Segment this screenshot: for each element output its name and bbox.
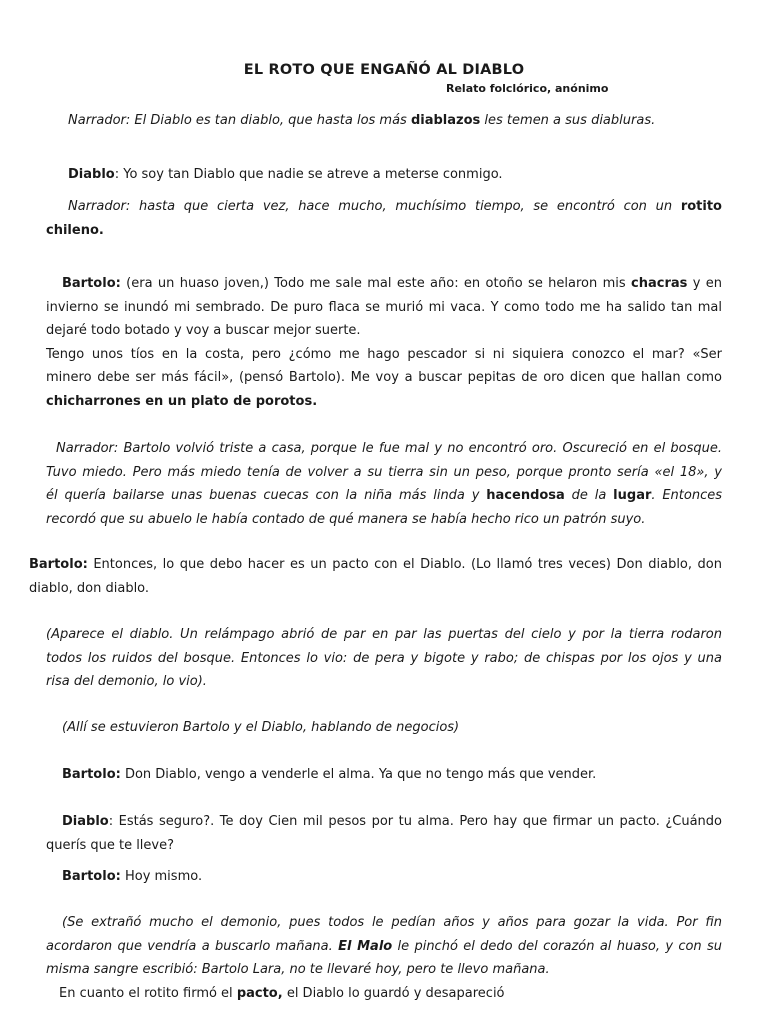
paragraph-diablo-1: Diablo: Yo soy tan Diablo que nadie se atreve a meterse conmigo. [68,167,503,182]
speaker-label: Bartolo: [62,767,121,782]
speaker-label: Bartolo: [62,869,121,884]
speaker-label: Bartolo: [62,276,121,291]
paragraph-bartolo-2: Bartolo: Entonces, lo que debo hacer es un pacto con el Diablo. (Lo llamó tres veces) Don diablo, don diablo, don diablo. [29,557,722,596]
paragraph-bartolo-4: Bartolo: Hoy mismo. [62,869,203,884]
speaker-label: Bartolo: [29,557,88,572]
paragraph-bartolo-1: Bartolo: (era un huaso joven,) Todo me sale mal este año: en otoño se helaron mis chacras y en invierno se inundó mi sembrado. De puro flaca se murió mi vaca. Y como todo me ha salido tan mal dejaré todo botado y voy a buscar mejor suerte. Tengo unos tíos en la costa, pero ¿cómo me hago pescador si ni siquiera conozco el mar? «Ser minero debe ser más fácil», (pensó Bartolo). Me voy a buscar pepitas de oro dicen que hallan como chicharrones en un plato de porotos. [46,276,723,409]
paragraph-stage-3: (Se extrañó mucho el demonio, pues todos le pedían años y años para gozar la vida. Por fin acordaron que vendría a buscarlo mañana. El Malo le pinchó el dedo del corazón al huaso, y con su misma sangre escribió: Bartolo Lara, no te llevaré hoy, pero te llevo mañana. [46,915,722,977]
paragraph-stage-2: (Allí se estuvieron Bartolo y el Diablo, hablando de negocios) [62,720,460,735]
paragraph-narrator-1: Narrador: El Diablo es tan diablo, que hasta los más diablazos les temen a sus diabluras. [68,113,656,128]
paragraph-narrator-4: En cuanto el rotito firmó el pacto, el Diablo lo guardó y desapareció [59,986,505,1001]
document-title: EL ROTO QUE ENGAÑÓ AL DIABLO [243,62,525,78]
paragraph-diablo-2: Diablo: Estás seguro?. Te doy Cien mil pesos por tu alma. Pero hay que firmar un pacto. ¿Cuándo querís que te lleve? [46,814,722,853]
document-subtitle: Relato folclórico, anónimo [446,82,609,95]
paragraph-bartolo-3: Bartolo: Don Diablo, vengo a venderle el alma. Ya que no tengo más que vender. [62,767,597,782]
paragraph-stage-1: (Aparece el diablo. Un relámpago abrió de par en par las puertas del cielo y por la tierra rodaron todos los ruidos del bosque. Entonces lo vio: de pera y bigote y rabo; de chispas por los ojos y una risa del demonio, lo vio). [46,627,722,689]
paragraph-narrator-2: Narrador: hasta que cierta vez, hace mucho, muchísimo tiempo, se encontró con un rotito chileno. [46,199,722,238]
speaker-label: Diablo [62,814,109,829]
speaker-label: Diablo [68,167,115,182]
paragraph-narrator-3: Narrador: Bartolo volvió triste a casa, porque le fue mal y no encontró oro. Oscureció en el bosque. Tuvo miedo. Pero más miedo tenía de volver a su tierra sin un peso, porque pronto sería «el 18», y él quería bailarse unas buenas cuecas con la niña más linda y hacendosa de la lugar. Entonces recordó que su abuelo le había contado de qué manera se había hecho rico un patrón suyo. [46,441,723,527]
